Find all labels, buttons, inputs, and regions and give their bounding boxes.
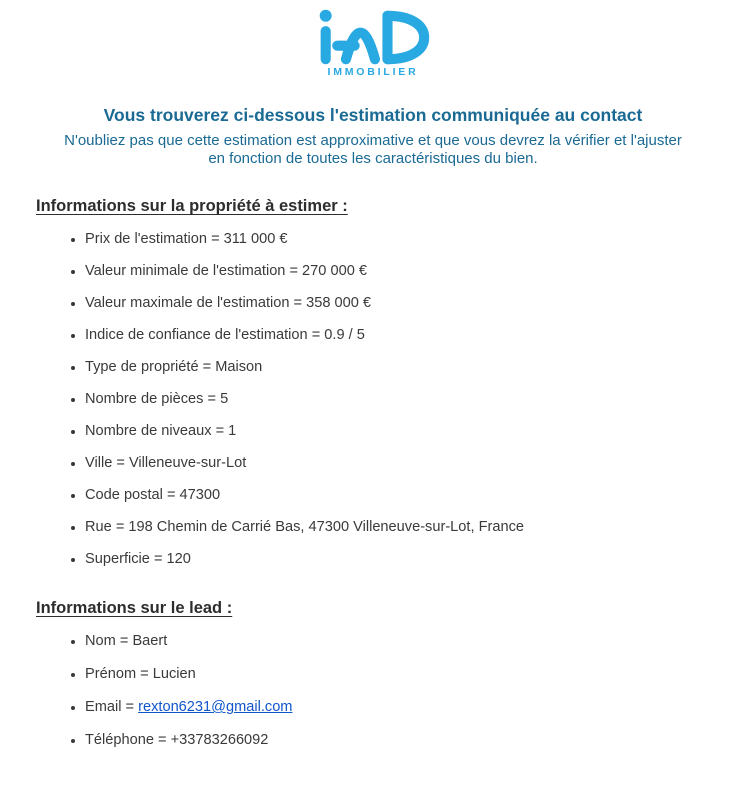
- property-item-rooms: • Nombre de pièces = 5: [85, 391, 746, 408]
- lead-section-heading: Informations sur le lead :: [36, 599, 233, 617]
- property-item-type: • Type de propriété = Maison: [85, 359, 746, 376]
- page-title: Vous trouverez ci-dessous l'estimation communiquée au contact: [103, 105, 643, 125]
- email-label: Email =: [85, 699, 139, 715]
- logo-subtitle: IMMOBILIER: [327, 66, 419, 78]
- property-item-price: • Prix de l'estimation = 311 000 €: [85, 231, 746, 248]
- property-item-area: • Superficie = 120: [85, 551, 746, 568]
- property-list: [0, 231, 746, 568]
- lead-item-phone: • Téléphone = +33783266092: [85, 732, 746, 749]
- property-item-postal-code: • Code postal = 47300: [85, 487, 746, 504]
- lead-item-firstname: • Prénom = Lucien: [85, 666, 746, 683]
- property-section-heading: Informations sur la propriété à estimer :: [36, 197, 348, 215]
- property-item-max-value: • Valeur maximale de l'estimation = 358 000 €: [85, 295, 746, 312]
- lead-item-lastname: • Nom = Baert: [85, 633, 746, 650]
- email-link[interactable]: rexton6231@gmail.com: [138, 699, 293, 715]
- page-subtitle-line-1: N'oubliez pas que cette estimation est approximative et que vous devrez la vérifier et l'ajuster: [64, 132, 682, 149]
- lead-item-email: [85, 699, 746, 716]
- property-item-street: • Rue = 198 Chemin de Carrié Bas, 47300 Villeneuve-sur-Lot, France: [85, 519, 746, 536]
- property-item-city: • Ville = Villeneuve-sur-Lot: [85, 455, 746, 472]
- property-item-confidence: • Indice de confiance de l'estimation = 0.9 / 5: [85, 327, 746, 344]
- page-subtitle-line-2: en fonction de toutes les caractéristiques du bien.: [208, 150, 538, 167]
- property-item-min-value: • Valeur minimale de l'estimation = 270 000 €: [85, 263, 746, 280]
- lead-section: [0, 598, 746, 749]
- page-subtitle: [0, 132, 746, 168]
- property-item-levels: • Nombre de niveaux = 1: [85, 423, 746, 440]
- property-section: [0, 196, 746, 568]
- logo: [0, 9, 746, 79]
- lead-list: [0, 633, 746, 749]
- iad-logo-icon: [315, 9, 431, 65]
